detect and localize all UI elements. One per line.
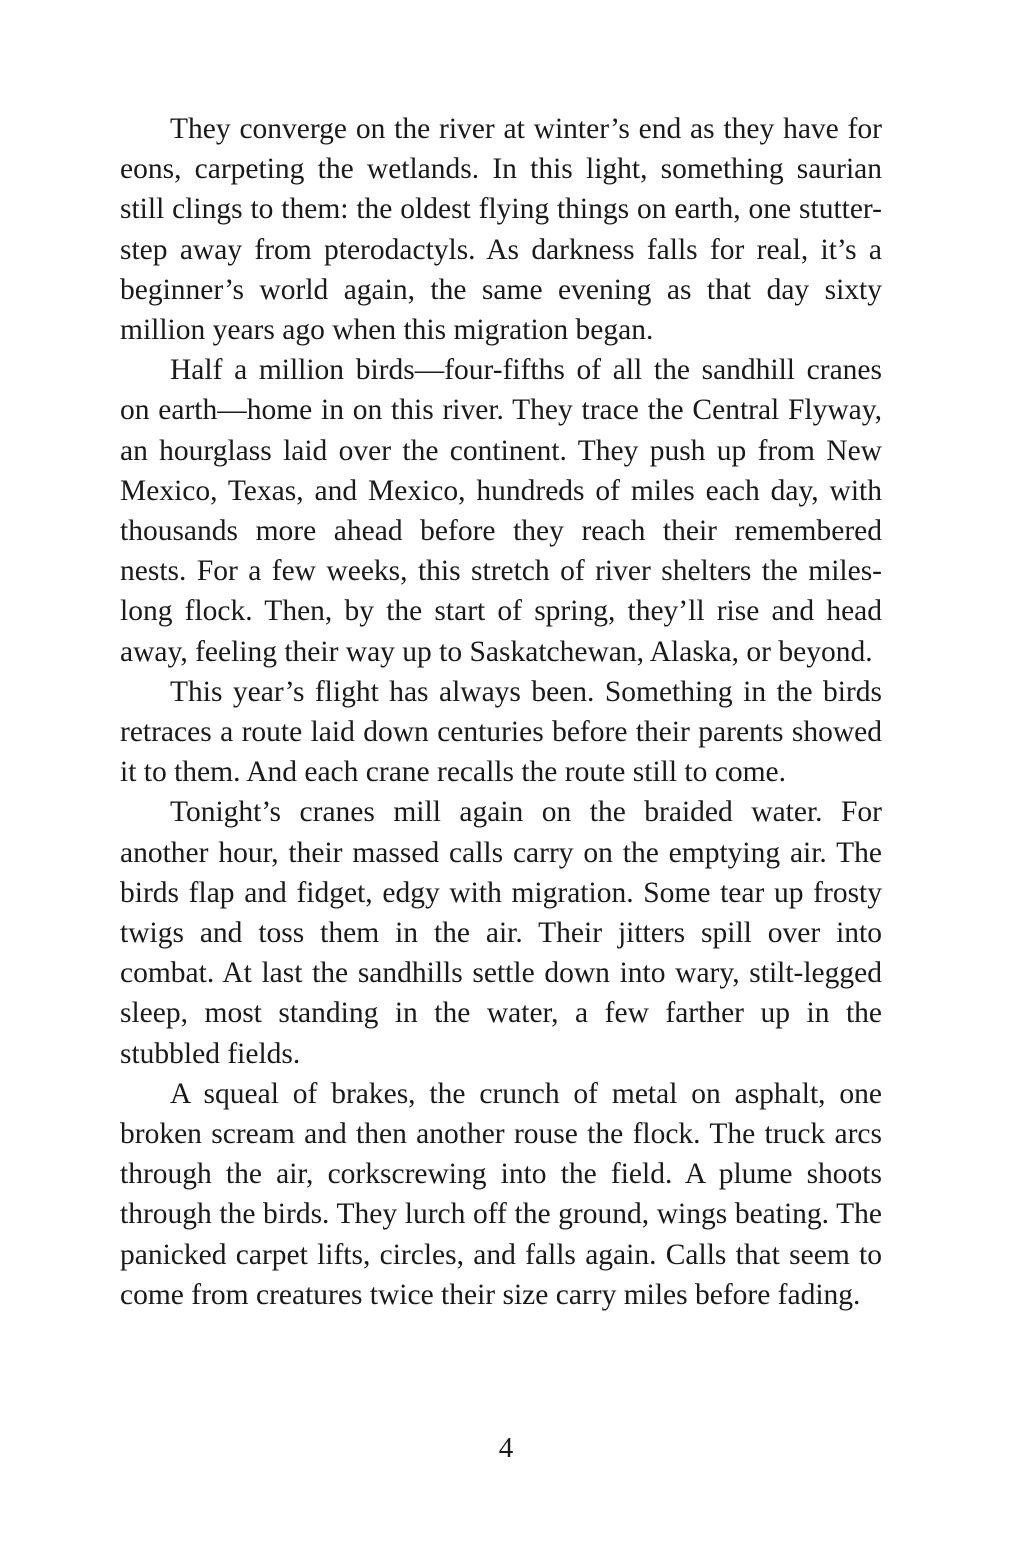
paragraph-5: A squeal of brakes, the crunch of metal on asphalt, one broken scream and then another rouse the flock. The truck arcs through the air, corkscrewing into the field. A plume shoots through the birds. They lurch off the ground, wings beating. The panicked carpet lifts, circles, and falls again. Calls that seem to come from creatures twice their size carry miles before fading.	[120, 1077, 882, 1311]
paragraph-3: This year’s flight has always been. Something in the birds retraces a route laid down centuries before their parents showed it to them. And each crane recalls the route still to come.	[120, 675, 882, 789]
paragraph-2: Half a million birds—four-fifths of all the sandhill cranes on earth—home in on this river. They trace the Central Flyway, an hourglass laid over the continent. They push up from New Mexico, Texas, and Mexico, hundreds of miles each day, with thousands more ahead before they reach their remembered nests. For a few weeks, this stretch of river shelters the miles-long flock. Then, by the start of spring, they’ll rise and head away, feeling their way up to Saskatchewan, Alaska, or beyond.	[120, 354, 882, 668]
page-number: 4	[498, 1432, 514, 1464]
paragraph-1: They converge on the river at winter’s end as they have for eons, carpeting the wetlands. In this light, something saurian still clings to them: the oldest flying things on earth, one stutter-step away from pterodactyls. As darkness falls for real, it’s a beginner’s world again, the same evening as that day sixty million years ago when this migration began.	[120, 113, 882, 347]
paragraph-4: Tonight’s cranes mill again on the braided water. For another hour, their massed calls carry on the emptying air. The birds flap and fidget, edgy with migration. Some tear up frosty twigs and toss them in the air. Their jitters spill over into combat. At last the sandhills settle down into wary, stilt-legged sleep, most standing in the water, a few farther up in the stubbled fields.	[120, 796, 882, 1070]
body-text	[120, 109, 882, 1315]
